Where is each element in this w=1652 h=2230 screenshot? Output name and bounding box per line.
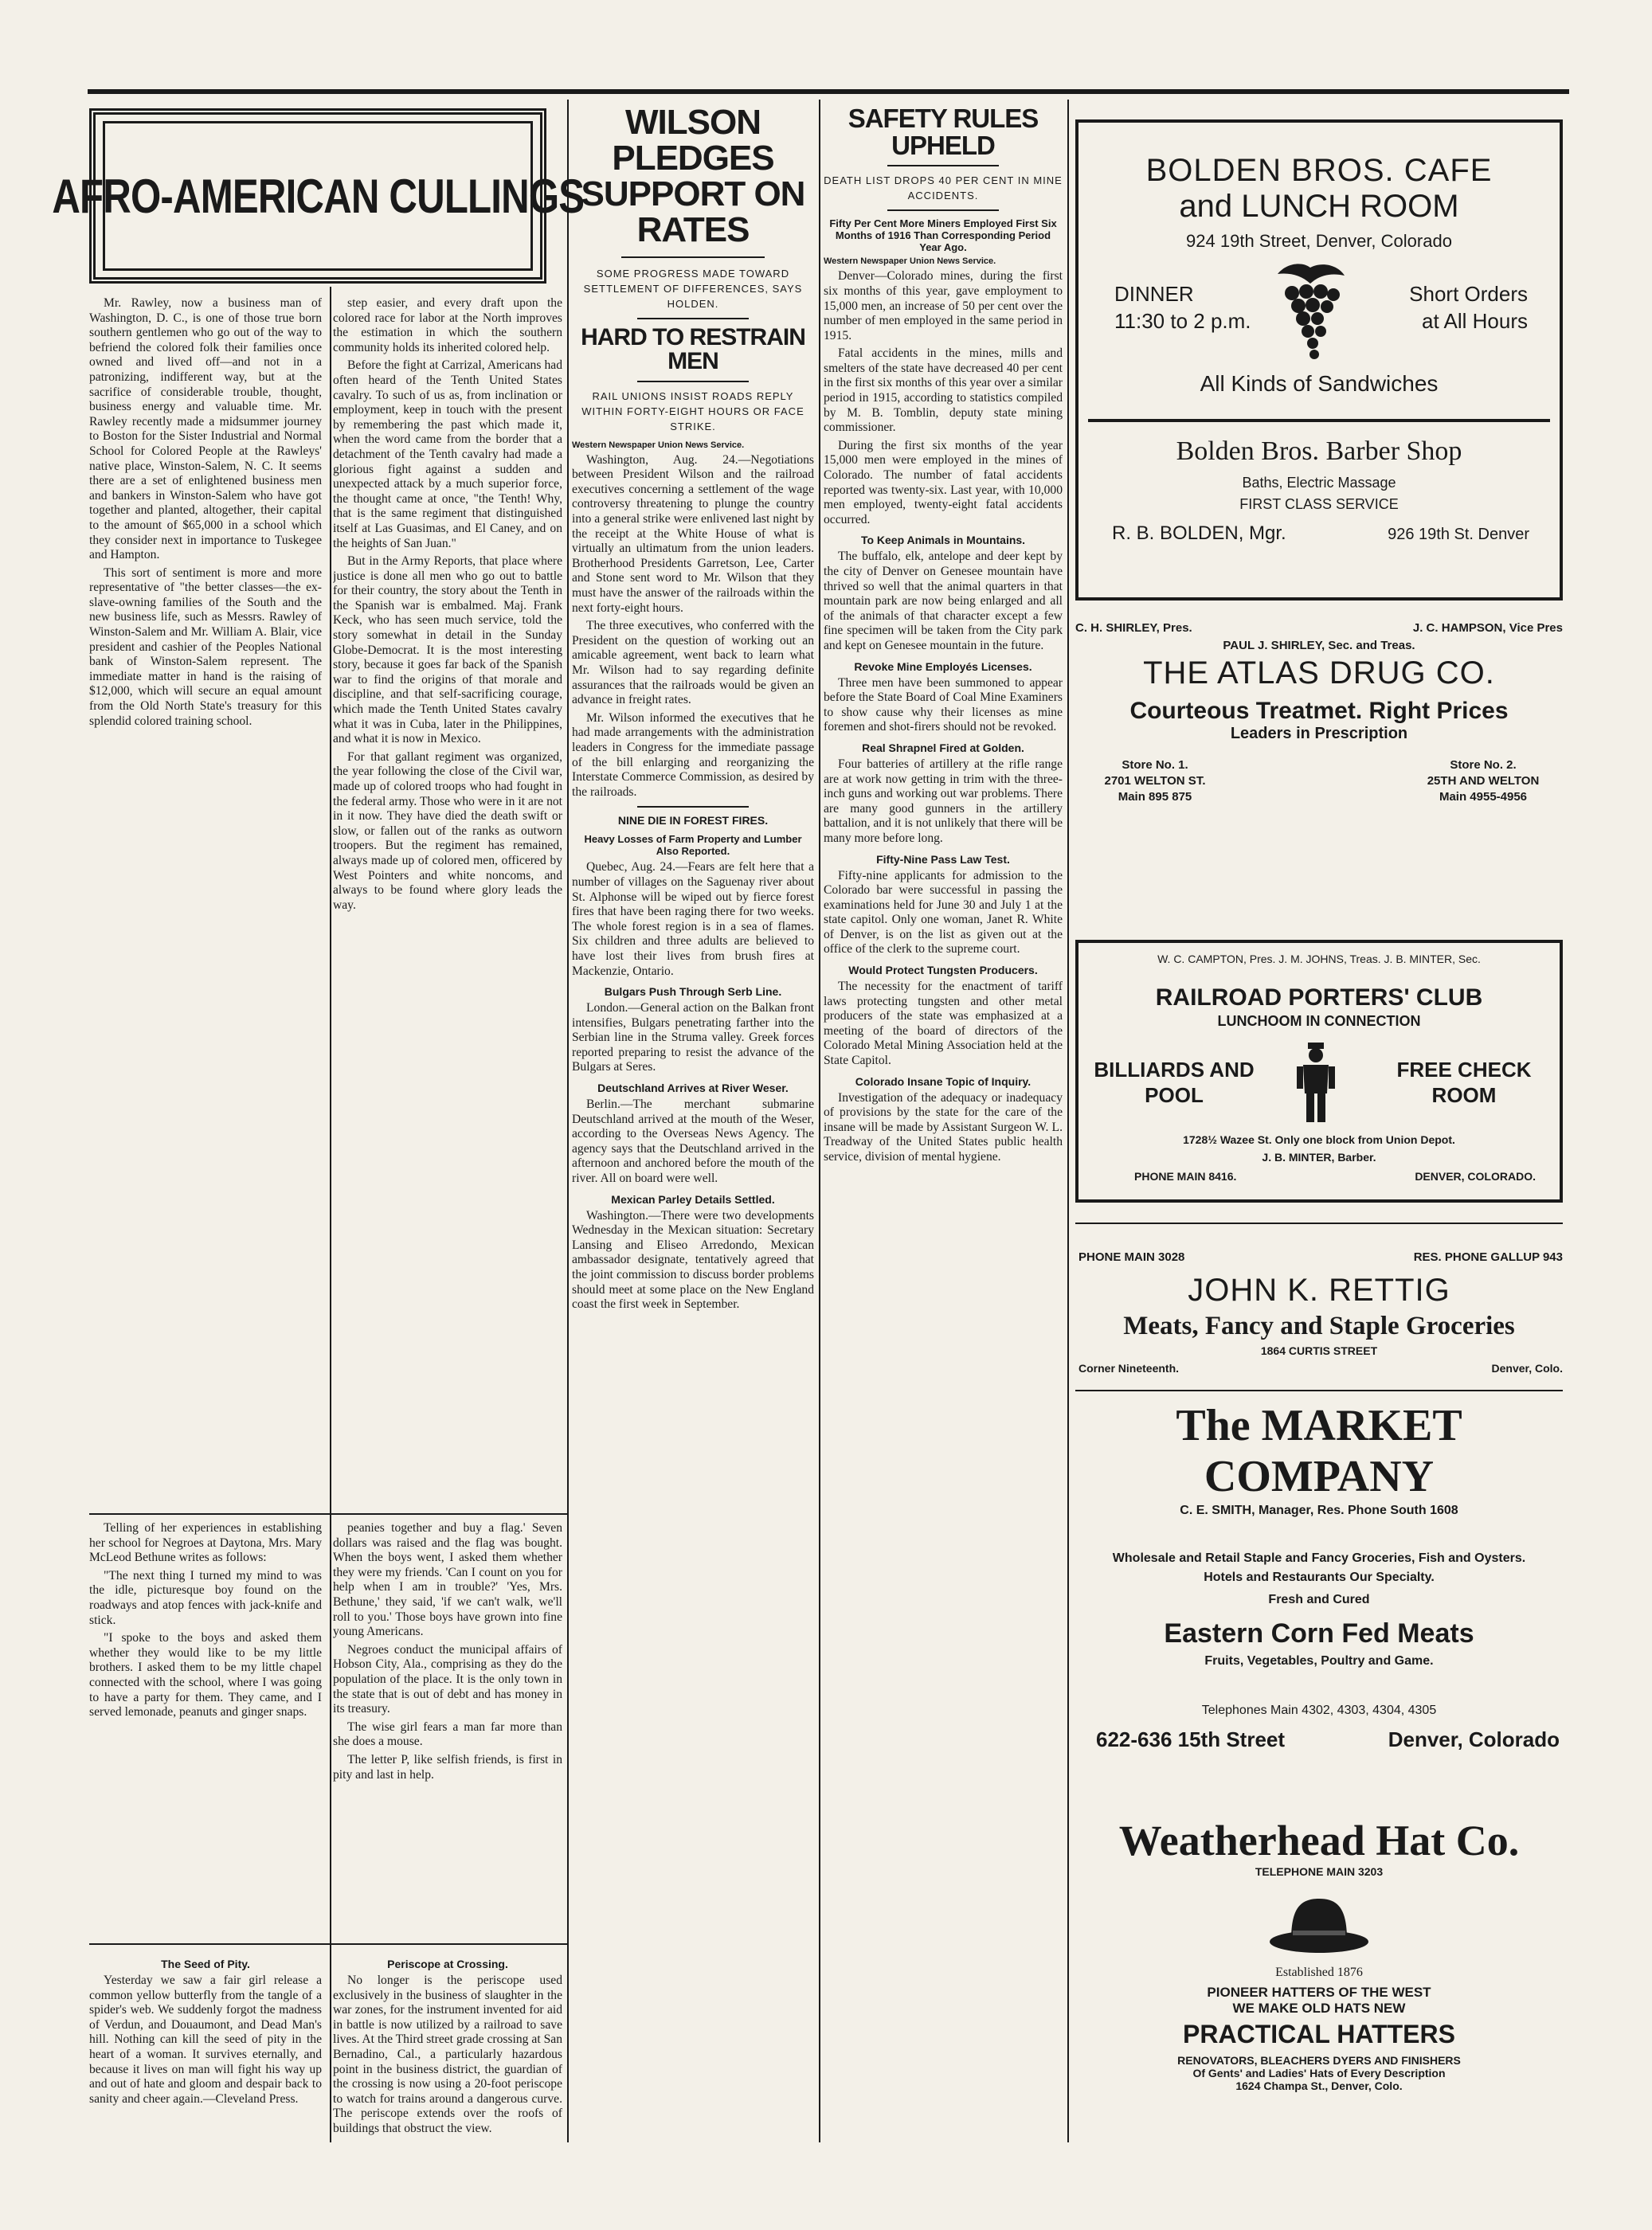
article-paragraph: For that gallant regiment was organized, the year following the close of the Civil war, made up of colored troops who had fought in the federal army. Those who were in it are not in it now. They have died the death swift or slow, or fallen out of the ranks as outworn troopers. But the regiment has remained, always made up of colored men, officered by West Pointers and white noncoms, and always to be found where glory leads the way.	[333, 749, 562, 912]
ad-address: 1728½ Wazee St. Only one block from Union Depot.	[1183, 1133, 1455, 1146]
ad-text: RENOVATORS, BLEACHERS DYERS AND FINISHERS	[1177, 2054, 1461, 2067]
article-paragraph: Negroes conduct the municipal affairs of Hobson City, Ala., comprising as they do the population of the place. It is the only town in the state that is out of debt and has money in its treasury.	[333, 1642, 562, 1716]
ad-text: Telephones Main 4302, 4303, 4304, 4305	[1201, 1704, 1437, 1717]
store-2-info	[1403, 757, 1563, 805]
ad-slogan: Courteous Treatmet. Right Prices	[1129, 698, 1509, 724]
dateline: Western Newspaper Union News Service.	[824, 256, 996, 267]
headline-deck: SOME PROGRESS MADE TOWARD SETTLEMENT OF DIFFERENCES, SAYS HOLDEN.	[583, 267, 803, 310]
hat-icon	[1267, 1894, 1371, 1958]
ad-address: 1864 CURTIS STREET	[1260, 1344, 1378, 1357]
ad-text: Main 4955-4956	[1439, 790, 1528, 804]
article-paragraph: The wise girl fears a man far more than she does a mouse.	[333, 1719, 562, 1749]
ad-slogan: PRACTICAL HATTERS	[1183, 2020, 1455, 2048]
ad-text: FIRST CLASS SERVICE	[1239, 496, 1399, 512]
ad-text: W. C. CAMPTON, Pres. J. M. JOHNS, Treas. J. B. MINTER, Sec.	[1157, 953, 1481, 965]
ad-text: Store No. 1.	[1122, 758, 1188, 772]
headline-rule	[637, 381, 749, 382]
weatherhead-hat-ad	[1075, 1816, 1563, 2142]
ad-text: 25TH AND WELTON	[1427, 774, 1540, 788]
ad-text: Of Gents' and Ladies' Hats of Every Description	[1192, 2067, 1446, 2079]
porter-figure-icon	[1292, 1041, 1340, 1129]
headline-rule	[887, 209, 999, 211]
ad-slogan: Leaders in Prescription	[1230, 725, 1408, 742]
article-paragraph: Washington, Aug. 24.—Negotiations between President Wilson and the railroad executives concerning a settlement of the wage controversy threatening to plunge the country into a general strike were enlivened last night by the receipt at the White House of what is virtually an ultimatum from the union leaders. Brotherhood Presidents Garretson, Lee, Carter and Stone sent word to Mr. Wilson that they must have the answer of the railroads within the next forty-eight hours.	[572, 452, 814, 615]
article-paragraph: Washington.—There were two developments Wednesday in the Mexican situation: Secretary Lansing and Eliseo Arredondo, Mexican ambassador designate, tentatively agreed that the joint commission to discuss border problems should meet at some place on the New England coast the first week in September.	[572, 1208, 814, 1312]
ad-title: The MARKET COMPANY	[1176, 1401, 1462, 1501]
article-paragraph: The buffalo, elk, antelope and deer kept by the city of Denver on Genesee mountain have thrived so well that the animal quarters in that mountain park are now being enlarged and all of the animals of that character except a few fine specimen will be taken from the City park and kept on Genesee mountain in the future.	[824, 550, 1063, 652]
ad-text: POOL	[1145, 1083, 1204, 1107]
ad-text: Wholesale and Retail Staple and Fancy Groceries, Fish and Oysters.	[1112, 1551, 1526, 1565]
ad-address: 924 19th Street, Denver, Colorado	[1186, 231, 1452, 251]
ad-text: FREE CHECK	[1396, 1058, 1532, 1082]
bolden-ad	[1075, 119, 1563, 601]
ad-text: Store No. 2.	[1450, 758, 1517, 772]
article-paragraph: The letter P, like selfish friends, is first in pity and last in help.	[333, 1752, 562, 1782]
ad-text: ROOM	[1431, 1083, 1497, 1107]
periscope-story	[333, 1951, 562, 2142]
ad-title: THE ATLAS DRUG CO.	[1143, 655, 1495, 691]
main-headline: WILSON PLEDGES SUPPORT ON RATES	[581, 105, 805, 249]
story-headline: The Seed of Pity.	[161, 1958, 250, 1970]
ad-text: Hotels and Restaurants Our Specialty.	[1204, 1571, 1435, 1584]
ad-address: 926 19th St. Denver	[1388, 526, 1529, 543]
ad-text: at All Hours	[1422, 309, 1528, 333]
ad-text: BILLIARDS AND	[1094, 1058, 1255, 1082]
ad-text: Fresh and Cured	[1268, 1593, 1370, 1606]
porters-club-ad	[1075, 940, 1563, 1203]
ad-slogan: Eastern Corn Fed Meats	[1164, 1618, 1474, 1649]
ad-text: C. E. SMITH, Manager, Res. Phone South 1608	[1180, 1504, 1458, 1517]
ad-title: Bolden Bros. Barber Shop	[1176, 436, 1462, 466]
column-1-story-2	[89, 1521, 322, 1919]
ad-text: Denver, Colorado	[1388, 1727, 1560, 1751]
article-paragraph: Before the fight at Carrizal, Americans had often heard of the Tenth United States cavalry. To such of us as, from inclination or employment, keep in touch with the present by remembering the past which made it, when the word came from the border that a detachment of the Tenth cavalry had made a glorious fight against a sudden and unexpected attack by a much superior force, the thought came at once, "the Tenth! Why, that is the same regiment that distinguished itself at Las Guasimas, and El Caney, and on the heights of San Juan."	[333, 358, 562, 550]
ad-text: C. H. SHIRLEY, Pres.	[1075, 621, 1192, 635]
ad-text: J. C. HAMPSON, Vice Pres	[1412, 621, 1563, 635]
article-paragraph: London.—General action on the Balkan front intensifies, Bulgars penetrating farther into the Serbian line in the Struma valley. Greek forces reported preparing to resist the advance of the Bulgars at Seres.	[572, 1001, 814, 1074]
article-paragraph: "The next thing I turned my mind to was the idle, picturesque boy found on the roadways and atop fences with jack-knife and stick.	[89, 1568, 322, 1627]
article-paragraph: This sort of sentiment is more and more representative of "the better classes—the ex-slave-owning families of the South and the new business life, such as Messrs. Rawley of Winston-Salem and Mr. William A. Blair, vice president and cashier of the Peoples National bank of Winston-Salem represent. The immediate matter in hand is the raising of $12,000, which will secure an equal amount from the Old North State's treasury for this splendid colored training school.	[89, 565, 322, 728]
dateline: Western Newspaper Union News Service.	[572, 440, 745, 450]
section-rule	[1075, 1223, 1563, 1224]
story-headline: To Keep Animals in Mountains.	[860, 534, 1026, 547]
ad-text: 2701 WELTON ST.	[1104, 774, 1206, 788]
article-paragraph: Yesterday we saw a fair girl release a common yellow butterfly from the tangle of a spider's web. We suddenly forgot the madness of Verdun, and Douaumont, and Dead Man's hill. Nothing can kill the seed of pity in the heart of a woman. It survives eternally, and because it lives on man will fight his way up and out of hate and gloom and despair back to sanity and cheer again.—Cleveland Press.	[89, 1974, 322, 2106]
cullings-title: AFRO-AMERICAN CULLINGS	[52, 169, 584, 223]
story-headline: Mexican Parley Details Settled.	[611, 1192, 775, 1206]
headline-deck: RAIL UNIONS INSIST ROADS REPLY WITHIN FORTY-EIGHT HOURS OR FACE STRIKE.	[581, 389, 804, 432]
column-2-story-2	[333, 1521, 562, 1919]
second-headline: HARD TO RESTRAIN MEN	[581, 323, 805, 375]
column-2-story	[333, 296, 562, 1507]
column-3	[572, 105, 814, 2144]
section-rule	[1075, 1390, 1563, 1391]
ad-slogan: Meats, Fancy and Staple Groceries	[1123, 1312, 1515, 1340]
ad-title: BOLDEN BROS. CAFE	[1145, 153, 1493, 188]
article-paragraph: Fatal accidents in the mines, mills and smelters of the state have decreased 40 per cent in the first six months of this year over a similar period in 1915, according to statistics compiled by M. B. Tomblin, deputy state mining commissioner.	[824, 346, 1063, 435]
store-1-info	[1075, 757, 1235, 805]
article-paragraph: Quebec, Aug. 24.—Fears are felt here that a number of villages on the Saguenay river about St. Alphonse will be wiped out by fierce forest fires that have been raging there for two weeks. The whole forest region is in a sea of flames. Six children and three adults are believed to have lost their lives from brush fires at Mackenzie, Ontario.	[572, 860, 814, 978]
ad-text: PAUL J. SHIRLEY, Sec. and Treas.	[1223, 639, 1415, 652]
ad-text: PHONE MAIN 8416.	[1134, 1170, 1237, 1183]
ad-text: Fruits, Vegetables, Poultry and Game.	[1204, 1654, 1434, 1668]
ad-text: PHONE MAIN 3028	[1078, 1250, 1185, 1264]
main-headline: SAFETY RULES UPHELD	[848, 105, 1039, 160]
ad-address: 1624 Champa St., Denver, Colo.	[1235, 2079, 1403, 2092]
column-4	[824, 105, 1063, 2144]
column-divider	[819, 100, 820, 2142]
ad-title: and LUNCH ROOM	[1179, 189, 1459, 224]
story-headline: Periscope at Crossing.	[387, 1958, 508, 1970]
column-divider	[1067, 100, 1069, 2142]
article-paragraph: "I spoke to the boys and asked them whether they would like to be my little brothers. I asked them to be my little chapel connected with the school, where I was going to have a party for them. They came, and I served lemonade, peanuts and ginger snaps.	[89, 1631, 322, 1719]
story-deck: Heavy Losses of Farm Property and Lumber Also Reported.	[584, 833, 802, 858]
ad-text: 11:30 to 2 p.m.	[1114, 309, 1251, 333]
ad-text: Denver, Colo.	[1491, 1362, 1563, 1375]
article-paragraph: Berlin.—The merchant submarine Deutschland arrived at the mouth of the Weser, according to the Overseas News Agency. The agency says that the Deutschland arrived in the afternoon and anchored before the mouth of the river. All on board were well.	[572, 1097, 814, 1186]
story-headline: NINE DIE IN FOREST FIRES.	[617, 814, 769, 827]
column-divider	[330, 287, 331, 2142]
story-headline: Bulgars Push Through Serb Line.	[604, 985, 782, 999]
ad-text: All Kinds of Sandwiches	[1200, 371, 1439, 396]
ad-text: WE MAKE OLD HATS NEW	[1232, 2001, 1406, 2016]
article-paragraph: Denver—Colorado mines, during the first six months of this year, gave employment to 15,000 men, an increase of 50 per cent over the number of men employed in the same period in 1915.	[824, 269, 1063, 342]
section-rule	[89, 1943, 567, 1945]
cullings-masthead	[52, 108, 584, 284]
article-paragraph: The necessity for the enactment of tariff laws protecting tungsten and other metal producers of the state was emphasized at a meeting of the board of directors of the Colorado Metal Mining Association held at the State Capitol.	[824, 980, 1063, 1068]
ad-text: Short Orders	[1409, 282, 1528, 306]
atlas-drug-ad	[1075, 621, 1563, 908]
ad-text: Established 1876	[1275, 1966, 1363, 1979]
ad-title: Weatherhead Hat Co.	[1118, 1817, 1520, 1864]
top-rule	[88, 89, 1569, 94]
article-paragraph: Telling of her experiences in establishing her school for Negroes at Daytona, Mrs. Mary McLeod Bethune writes as follows:	[89, 1521, 322, 1565]
ad-title: RAILROAD PORTERS' CLUB	[1155, 984, 1483, 1011]
ad-text: Main 895 875	[1118, 790, 1192, 804]
ad-address: 622-636 15th Street	[1096, 1727, 1286, 1751]
headline-rule	[637, 318, 749, 319]
headline-rule	[621, 256, 765, 258]
article-paragraph: step easier, and every draft upon the colored race for labor at the North improves the estimation in which the southern community holds its inherited colored help.	[333, 296, 562, 354]
grapes-icon	[1266, 261, 1354, 365]
headline-rule	[887, 165, 999, 166]
article-paragraph: Investigation of the adequacy or inadequacy of provisions by the state for the care of the insane will be made by Assistant Surgeon W. L. Treadway of the United States public health service, division of mental hygiene.	[824, 1090, 1063, 1164]
ad-text: LUNCHOOM IN CONNECTION	[1217, 1013, 1421, 1029]
seed-of-pity-story	[89, 1951, 322, 2142]
article-paragraph: Mr. Wilson informed the executives that he had made arrangements with the administration leaders in Congress for the immediate passage of the bill enlarging and reorganizing the Interstate Commerce Commission, as desired by the railroads.	[572, 710, 814, 799]
section-rule	[637, 806, 749, 808]
story-headline: Deutschland Arrives at River Weser.	[597, 1082, 789, 1095]
ad-text: RES. PHONE GALLUP 943	[1413, 1250, 1563, 1264]
column-1-story	[89, 296, 322, 1507]
ad-text: Baths, Electric Massage	[1242, 475, 1396, 491]
article-paragraph: No longer is the periscope used exclusively in the business of slaughter in the war zones, for the instrument invented for aid in battle is now utilized by a railroad to save lives. At the Third street grade crossing at San Bernadino, Cal., a particularly hazardous point in the business district, the guardian of the crossing is now using a 20-foot periscope to watch for trains around a dangerous curve. The periscope extends over the roofs of buildings that obstruct the view.	[333, 1974, 562, 2135]
article-paragraph: The three executives, who conferred with the President on the question of working out an amicable agreement, went back to learn what Mr. Wilson had to say regarding definite assurances that the railroads would be given an advance in freight rates.	[572, 619, 814, 707]
article-paragraph: peanies together and buy a flag.' Seven dollars was raised and the flag was bought. When the boys went, I asked them whether they were my friends. 'Can I count on you for help when I am in trouble?' 'Yes, Mrs. Bethune,' they said, 'if we can't walk, we'll roll to you.' Those boys have grown into fine young Americans.	[333, 1521, 562, 1639]
article-paragraph: Fifty-nine applicants for admission to the Colorado bar were successful in passing the examinations held for June 30 and July 1 at the state capitol. Only one woman, Janet R. White of Denver, is on the list as given out at the office of the clerk to the supreme court.	[824, 868, 1063, 957]
column-divider	[567, 100, 569, 2142]
rettig-ad	[1075, 1250, 1563, 1394]
article-paragraph: But in the Army Reports, that place where justice is done all men who go out to battle for their country, the story about the Tenth in the Spanish war is embalmed. Maj. Frank Keck, who has seen much service, told the story somewhat in detail in the Sunday Globe-Democrat. It is the most interesting story, because it goes far back of the Spanish war to find the origins of that morale and discipline, and that self-sacrificing courage, which made the Tenth United States cavalry what it was in Cuba, later in the Philippines, and what it is now in Mexico.	[333, 554, 562, 746]
article-paragraph: Three men have been summoned to appear before the State Board of Coal Mine Examiners to show cause why their licenses as mine foremen and shot-firers should not be revoked.	[824, 675, 1063, 734]
section-rule	[89, 1513, 567, 1515]
story-headline: Colorado Insane Topic of Inquiry.	[855, 1074, 1032, 1088]
article-paragraph: Four batteries of artillery at the rifle range are at work now getting in trim with the three-inch guns and working out war problems. There are many good gunners in the artillery battalion, and it is not unlikely that there will be many more before long.	[824, 757, 1063, 845]
ad-text: DINNER	[1114, 282, 1194, 306]
ad-text: Corner Nineteenth.	[1078, 1362, 1180, 1375]
story-headline: Real Shrapnel Fired at Golden.	[862, 741, 1024, 754]
article-paragraph: During the first six months of the year 15,000 men were employed in the mines of Colorado. The number of fatal accidents reported was twenty-six. Last year, with 10,000 men employed, twenty-eight fatal accidents occurred.	[824, 438, 1063, 526]
story-headline: Would Protect Tungsten Producers.	[848, 964, 1038, 977]
story-deck: Fifty Per Cent More Miners Employed First Six Months of 1916 Than Corresponding Period Year Ago.	[829, 217, 1057, 254]
ad-text: PIONEER HATTERS OF THE WEST	[1207, 1985, 1431, 2000]
story-headline: Revoke Mine Employés Licenses.	[854, 659, 1032, 673]
headline-deck: DEATH LIST DROPS 40 PER CENT IN MINE ACCIDENTS.	[824, 174, 1063, 202]
article-paragraph: Mr. Rawley, now a business man of Washington, D. C., is one of those true born southern gentlemen who go out of the way to befriend the colored folk their families once owned and lived off—and not in a patronizing, indifferent way, but at the sacrifice of considerable trouble, thought, business energy and valuable time. Mr. Rawley recently made a midsummer journey to Boston for the Sister Industrial and Normal School for Colored People at the Rawleys' native place, Winston-Salem, N. C. It seems there are a set of enlightened business men and bankers in Winston-Salem who have got together and planted, altogether, their capital to the amount of $65,000 in a school which they consider next in importance to Tuskegee and Hampton.	[89, 296, 322, 562]
ad-text: DENVER, COLORADO.	[1415, 1170, 1536, 1183]
ad-title: JOHN K. RETTIG	[1188, 1273, 1450, 1308]
market-company-ad	[1075, 1400, 1563, 1766]
ad-text: R. B. BOLDEN, Mgr.	[1112, 522, 1286, 544]
ad-text: J. B. MINTER, Barber.	[1262, 1151, 1376, 1164]
story-headline: Fifty-Nine Pass Law Test.	[876, 852, 1010, 866]
ad-text: TELEPHONE MAIN 3203	[1255, 1865, 1384, 1878]
